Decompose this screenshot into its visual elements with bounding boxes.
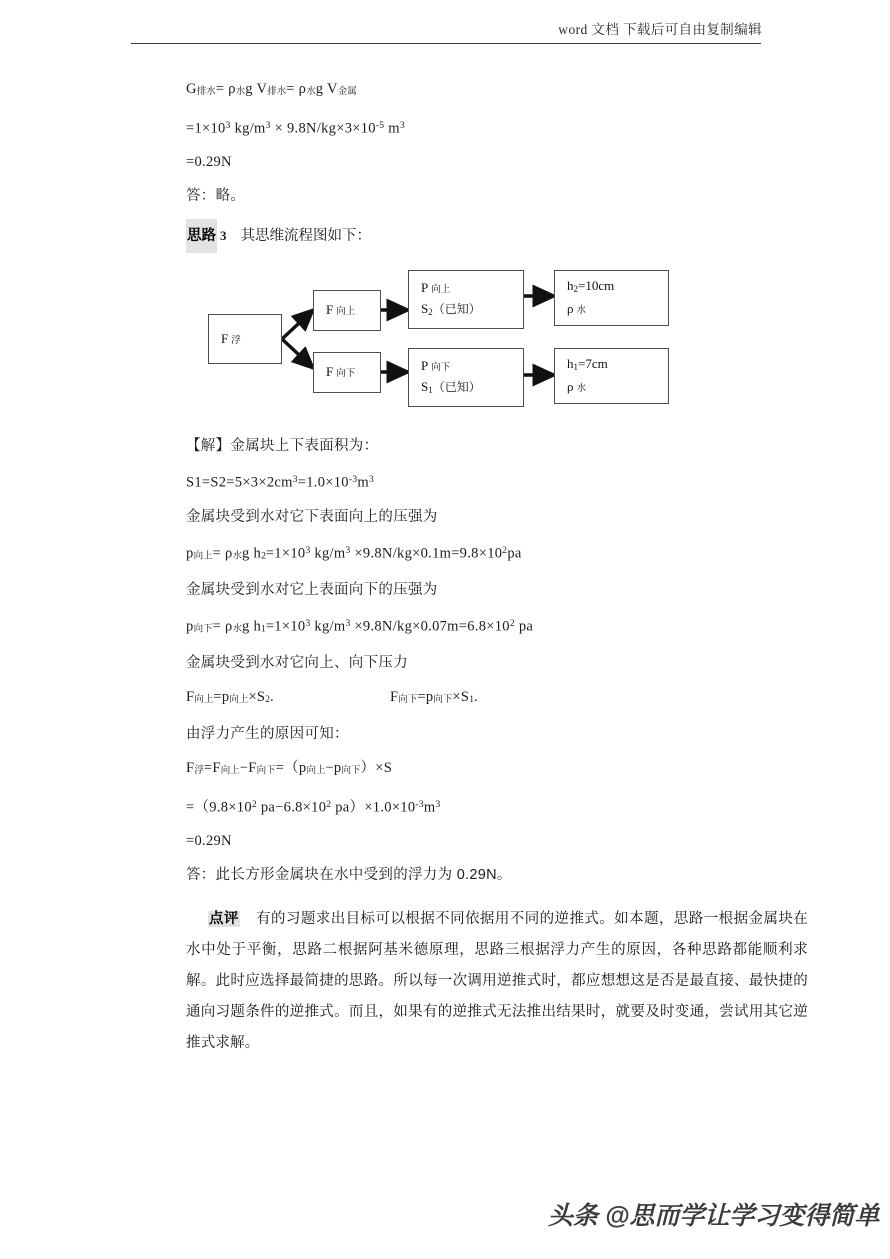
formula-force-pair (186, 680, 808, 717)
label-F-up: F (326, 302, 334, 318)
exp-neg5: -5 (375, 120, 385, 131)
document-body (186, 72, 808, 1059)
thought-description: 其思维流程图如下： (240, 228, 371, 245)
p-down-symbol: p (186, 618, 194, 635)
eq-rho-1: = ρ (215, 81, 236, 97)
p-up-n1: =1×10 (265, 545, 306, 562)
fb-minus-fdown: −F (239, 760, 257, 777)
area-exp-1: 3 (292, 475, 298, 486)
exp-3c: 3 (399, 120, 405, 131)
subscript-paishui: 排水 (196, 86, 216, 97)
label-S1: S (421, 378, 429, 394)
label-p-xiangshang: 向上 (431, 283, 451, 295)
label-h: h (567, 278, 574, 294)
label-rho-shui-1: 水 (576, 305, 587, 317)
f-down-s-index: 1 (469, 695, 474, 706)
flow-box-f-up-line1 (326, 300, 380, 321)
label-rho-2: ρ (567, 379, 574, 395)
fb-fdown-sub: 向下 (256, 765, 276, 776)
p-up-exp2: 3 (345, 545, 351, 556)
review-paragraph (186, 904, 808, 1059)
thought-index: 3 (220, 228, 227, 244)
flow-box-h2-line1 (567, 276, 668, 299)
formula-surface-area (186, 463, 808, 500)
p-down-rho: = ρ (212, 618, 233, 635)
formula-p-up (186, 534, 808, 573)
page-header (0, 18, 890, 58)
p-down-rho-sub: 水 (232, 624, 243, 635)
flow-box-f-down (313, 352, 381, 393)
formula-buoyancy-result: =0.29N (186, 833, 232, 850)
label-h1-value: =7cm (578, 356, 608, 372)
p-up-symbol: p (186, 545, 194, 562)
flow-box-p-up-line2 (421, 299, 523, 322)
p-down-calc: ×9.8N/kg×0.07m=6.8×10 (350, 618, 510, 635)
label-P-up: P (421, 279, 429, 295)
eq-rho-2: = ρ (286, 81, 307, 97)
flow-box-h2-line2 (567, 299, 668, 320)
subscript-shui-1: 水 (235, 86, 246, 97)
flow-box-p-up-line1 (421, 278, 523, 299)
label-S2: S (421, 300, 429, 316)
text-buoyancy-cause: 由浮力产生的原因可知： (186, 726, 349, 743)
fb-pdown-sub: 向下 (341, 765, 361, 776)
p-down-exp3: 2 (509, 619, 515, 630)
f-up-sub: 向上 (194, 695, 214, 706)
flow-box-p-down-line1 (421, 356, 523, 377)
fbn-a: =（9.8×10 (186, 799, 252, 816)
p-up-rho: = ρ (212, 545, 233, 562)
formula-g-numeric (186, 109, 808, 146)
fb-eq-fup: =F (203, 760, 221, 777)
fb-fup-sub: 向上 (220, 765, 240, 776)
flow-box-p-up (408, 270, 524, 329)
label-known-1: （已知） (432, 301, 481, 316)
f-down-sub: 向下 (398, 695, 418, 706)
f-down-eq: =p (417, 689, 434, 706)
area-exp-2: -3 (348, 475, 358, 486)
p-down-exp2: 3 (345, 619, 351, 630)
text-bottom-pressure: 金属块受到水对它下表面向上的压强为 (186, 508, 438, 525)
label-h1: h (567, 356, 574, 372)
fb-sub: 浮 (194, 765, 204, 776)
formula-buoyancy-numeric (186, 788, 808, 825)
label-h1-index: 1 (573, 362, 578, 373)
answer-final: 答：此长方形金属块在水中受到的浮力为 0.29N。 (186, 867, 512, 884)
flow-box-h2 (554, 270, 669, 326)
f-up-times-s: ×S (248, 689, 266, 706)
flow-box-h1-line1 (567, 354, 668, 377)
label-h2-value: =10cm (578, 278, 615, 294)
p-down-exp1: 3 (305, 619, 311, 630)
flow-box-f-down-line1 (326, 362, 380, 383)
p-down-sub: 向下 (193, 624, 213, 635)
solution3-block (186, 429, 808, 892)
label-P-down: P (421, 357, 429, 373)
header-text: word 文档 下载后可自由复制编辑 (558, 22, 762, 37)
p-up-exp1: 3 (305, 545, 311, 556)
label-S2-index: 2 (428, 306, 433, 317)
label-F: F (221, 330, 229, 346)
unit-m: m (384, 120, 400, 137)
label-known-2: （已知） (432, 379, 481, 394)
f-down-period: . (474, 689, 478, 706)
fb-minus-pdown: −p (325, 760, 342, 777)
review-block (186, 904, 808, 1059)
p-up-calc: ×9.8N/kg×0.1m=9.8×10 (350, 545, 503, 562)
label-rho-1: ρ (567, 301, 574, 317)
flow-box-f-buoyant (208, 314, 282, 364)
label-p-xiangxia: 向下 (431, 361, 451, 373)
label-h2-index: 2 (573, 284, 578, 295)
fbn-exp2: 2 (326, 799, 332, 810)
gv-1: g V (245, 81, 268, 97)
p-up-gh: g h (242, 545, 262, 562)
label-rho-shui-2: 水 (576, 383, 587, 395)
thought3-heading (186, 219, 808, 253)
gv-2: g V (315, 81, 338, 97)
formula-g-displaced-water (186, 72, 808, 109)
header-divider (131, 43, 761, 44)
flow-box-h1 (554, 348, 669, 404)
review-text: 有的习题求出目标可以根据不同依据用不同的逆推式。如本题，思路一根据金属块在水中处于平衡，思路二根据阿基米德原理，思路三根据浮力产生的原因，各种思路都能顺利求解。此时应选择最简捷的思路。所以每一次调用逆推式时，都应想想这是否是最直接、最快捷的通向习题条件的逆推式。而且，如果有的逆推式无法推出结果时，就要及时变通，尝试用其它逆推式求解。 (186, 911, 808, 1052)
exp-3a: 3 (225, 120, 231, 131)
answer-omitted: 答：略。 (186, 188, 246, 205)
formula-g-result: =0.29N (186, 154, 232, 171)
p-up-rho-sub: 水 (232, 551, 243, 562)
f-up-p-sub: 向上 (229, 695, 249, 706)
fbn-c: pa）×1.0×10 (331, 799, 416, 816)
text-top-pressure: 金属块受到水对它上表面向下的压强为 (186, 582, 438, 599)
label-fu: 浮 (231, 334, 241, 346)
p-down-h-index: 1 (261, 624, 266, 635)
p-down-n1: =1×10 (265, 618, 306, 635)
thought-tag: 思路 (186, 219, 217, 253)
fbn-b: pa−6.8×10 (256, 799, 327, 816)
flow-box-p-down (408, 348, 524, 407)
p-down-gh: g h (242, 618, 262, 635)
label-S1-index: 1 (428, 384, 433, 395)
area-exp-3: 3 (368, 475, 375, 486)
flow-box-h1-line2 (567, 377, 668, 398)
f-up-symbol: F (186, 689, 195, 706)
watermark-text: 头条 @思而学让学习变得简单 (548, 1202, 880, 1230)
fbn-exp3: -3 (415, 799, 424, 810)
fbn-exp1: 2 (251, 799, 257, 810)
fbn-exp4: 3 (435, 799, 441, 810)
p-up-unit2: pa (507, 545, 522, 562)
area-mid: =1.0×10 (297, 474, 349, 491)
area-lhs: S1=S2=5×3×2cm (186, 474, 293, 491)
f-down-times-s: ×S (452, 689, 470, 706)
flow-box-p-down-line2 (421, 377, 523, 400)
review-tag: 点评 (209, 911, 239, 928)
area-unit: m (357, 474, 369, 491)
p-up-h-index: 2 (261, 551, 266, 562)
f-up-eq: =p (213, 689, 230, 706)
unit-kgm: kg/m (230, 120, 266, 137)
f-down-symbol: F (389, 689, 399, 706)
label-xiangxia: 向下 (336, 368, 356, 380)
fb-pup-sub: 向上 (306, 765, 326, 776)
p-down-unit2: pa (514, 618, 534, 635)
subscript-paishui-2: 排水 (267, 86, 287, 97)
label-xiangshang: 向上 (336, 306, 356, 318)
thinking-flowchart (186, 263, 808, 415)
fb-symbol: F (186, 760, 195, 777)
num-1e3: =1×10 (186, 120, 226, 137)
flow-box-f-buoyant-line1 (221, 329, 281, 350)
p-up-unit1: kg/m (310, 545, 346, 562)
f-up-period: . (270, 689, 274, 706)
f-up-s-index: 2 (265, 695, 271, 706)
p-down-unit1: kg/m (310, 618, 346, 635)
subscript-shui-2: 水 (306, 86, 316, 97)
symbol-G: G (186, 81, 197, 97)
solution3-intro: 【解】金属块上下表面积为： (186, 438, 379, 455)
text-forces: 金属块受到水对它向上、向下压力 (186, 655, 408, 672)
label-F-down: F (326, 364, 334, 380)
formula-buoyancy (186, 751, 808, 788)
flow-box-f-up (313, 290, 381, 331)
fb-close-times-s: ）×S (360, 760, 393, 777)
fb-open-pup: =（p (275, 760, 307, 777)
fbn-d: m (423, 799, 436, 816)
exp-3b: 3 (265, 120, 271, 131)
subscript-jinshu: 金属 (337, 86, 357, 97)
num-g-vol: × 9.8N/kg×3×10 (270, 120, 376, 137)
formula-p-down (186, 607, 808, 646)
p-up-exp3: 2 (502, 545, 508, 556)
p-up-sub: 向上 (193, 551, 213, 562)
f-down-p-sub: 向下 (433, 695, 453, 706)
